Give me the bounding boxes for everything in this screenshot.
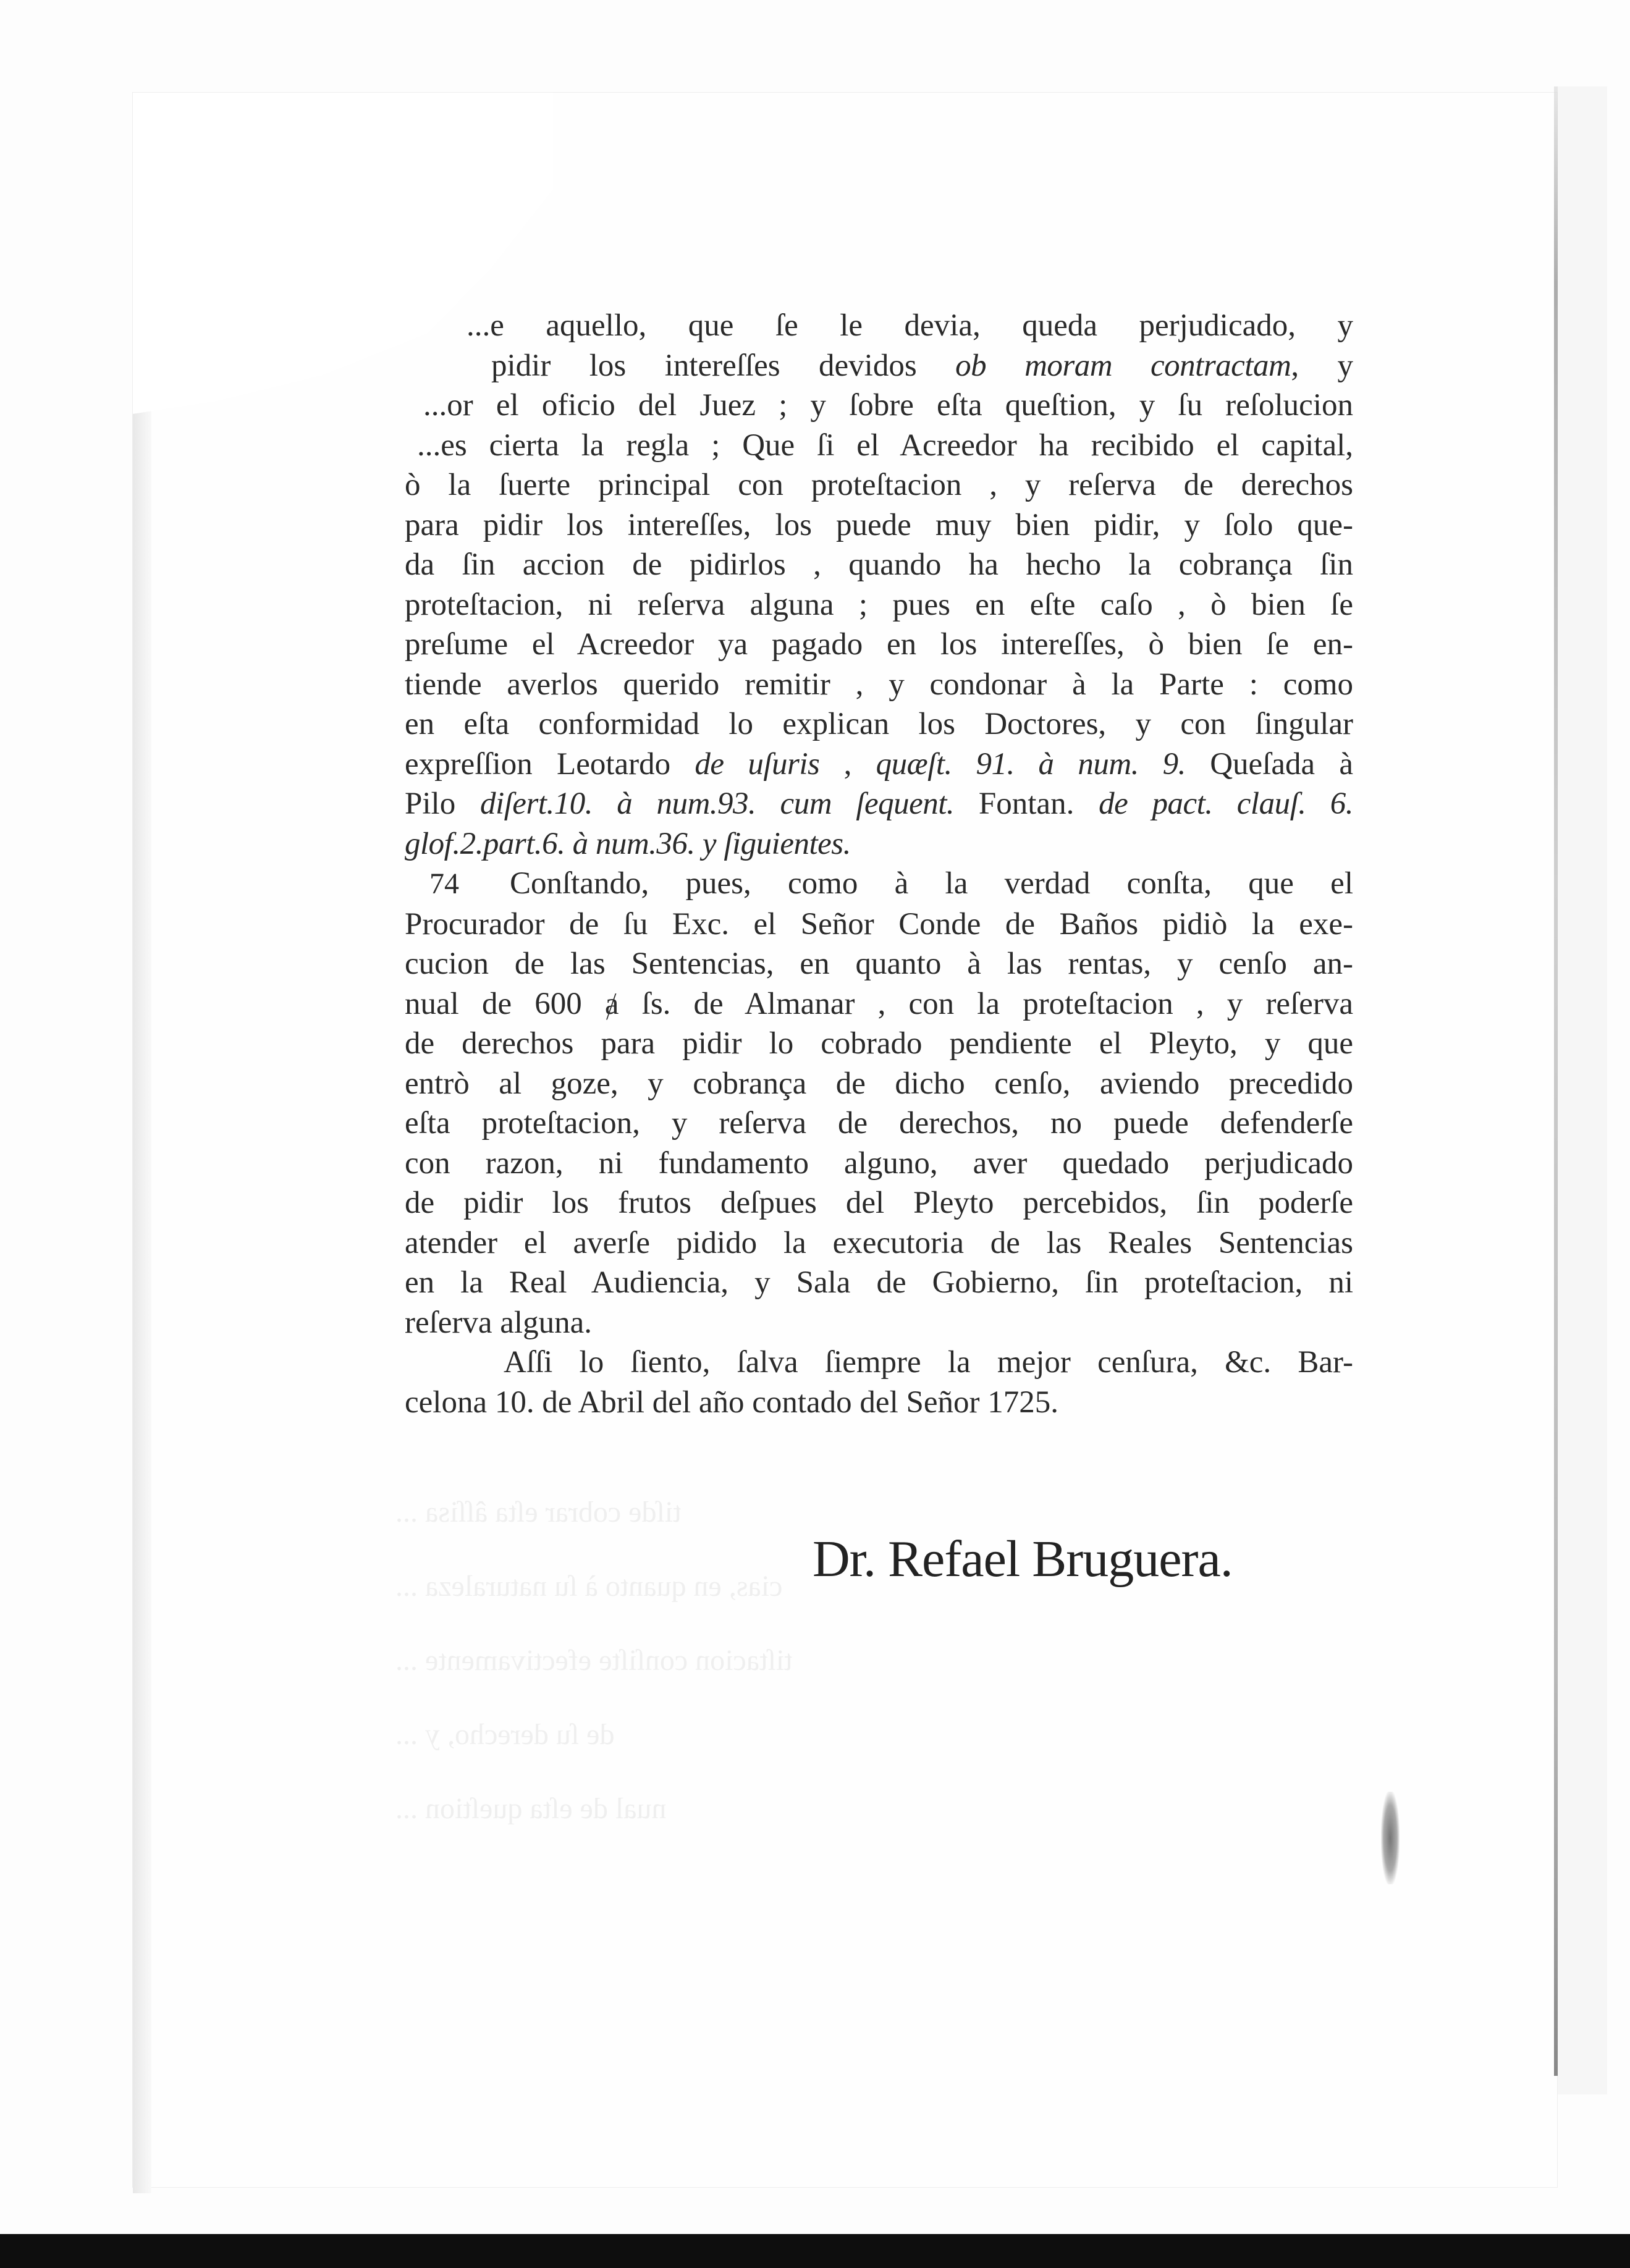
text-line: ...e aquello, que ſe le devia, queda perjudicado, y (467, 308, 1353, 343)
text-line: Procurador de ſu Exc. el Señor Conde de Baños pidiò la exe- (405, 906, 1353, 942)
closing-line: celona 10. de Abril del año contado del Señor 1725. (405, 1385, 1058, 1420)
text-line: en eſta conformidad lo explican los Doctores, y con ſingular (405, 707, 1353, 741)
page-left-shadow (133, 247, 151, 2193)
text-line: tiende averlos querido remitir , y condonar à la Parte : como (405, 667, 1353, 702)
body-text (405, 306, 1353, 1422)
show-through-text: tiſde cobrar eſta âſſisa ... (395, 1496, 682, 1528)
citation-italic: quæſt. 91. à num. 9. (876, 746, 1186, 782)
text-line: eſta proteſtacion, y reſerva de derechos, no puede defenderſe (405, 1106, 1353, 1140)
text-line: proteſtacion, ni reſerva alguna ; pues en eſte caſo , ò bien ſe (405, 587, 1353, 622)
signature: Dr. Refael Bruguera. (813, 1530, 1233, 1588)
text-line citation (405, 744, 1353, 785)
text-line citation (405, 784, 1353, 824)
text-line: nual de 600 ⱥ ſs. de Almanar , con la proteſtacion , y reſerva (405, 986, 1353, 1021)
citation-italic: de pact. clauſ. 6. (1099, 786, 1354, 821)
text-span: , y (1291, 348, 1353, 383)
text-span: Pilo (405, 786, 456, 821)
show-through-text: de ſu derecho, y ... (395, 1718, 615, 1751)
text-line: ...or el oficio del Juez ; y ſobre eſta queſtion, y ſu reſolucion (423, 388, 1353, 423)
text-line: con razon, ni fundamento alguno, aver quedado perjudicado (405, 1145, 1353, 1181)
text-line: da ſin accion de pidirlos , quando ha hecho la cobrança ſin (405, 547, 1353, 582)
text-line: para pidir los intereſſes, los puede muy bien pidir, y ſolo que- (405, 507, 1353, 542)
text-span: Fontan. (954, 786, 1099, 821)
closing-line: Aſſi lo ſiento, ſalva ſiempre la mejor cenſura, &c. Bar- (504, 1345, 1353, 1380)
show-through-text: tiſtacion conſiſte efectivamente ... (395, 1644, 793, 1677)
citation-italic: glof.2.part.6. à num.36. y ſiguientes. (405, 826, 851, 861)
text-line: de derechos para pidir lo cobrado pendiente el Pleyto, y que (405, 1026, 1353, 1061)
ink-stain (1381, 1792, 1400, 1884)
text-line: atender el averſe pidido la executoria de las Reales Sentencias (405, 1225, 1353, 1260)
text-line: preſume el Acreedor ya pagado en los intereſſes, ò bien ſe en- (405, 627, 1353, 662)
page-right-edge (1554, 86, 1558, 2076)
show-through-text: nual de eſta queſtion ... (395, 1792, 667, 1825)
scanner-edge-bar (0, 2234, 1630, 2268)
text-line: cucion de las Sentencias, en quanto à las rentas, y cenſo an- (405, 946, 1353, 981)
text-span: , (819, 746, 876, 782)
paragraph-number: 74 (429, 867, 459, 900)
text-line citation (405, 824, 1353, 864)
latin-phrase: ob moram contractam (955, 348, 1291, 383)
text-line: en la Real Audiencia, y Sala de Gobierno, ſin proteſtacion, ni (405, 1265, 1353, 1300)
text-line: ...es cierta la regla ; Que ſi el Acreedor ha recibido el capital, (417, 428, 1353, 463)
text-span: pidir los intereſſes devidos (491, 348, 917, 383)
text-span: Queſada à (1185, 746, 1354, 782)
text-span: expreſſion Leotardo (405, 746, 671, 782)
text-line: ò la ſuerte principal con proteſtacion , y reſerva de derechos (405, 468, 1353, 502)
text-line: de pidir los frutos deſpues del Pleyto percebidos, ſin poderſe (405, 1186, 1353, 1220)
text-line: reſerva alguna. (405, 1305, 592, 1340)
paragraph-74-first-line (405, 864, 1353, 904)
show-through-text: cias, en quanto à ſu naturaleza ... (395, 1570, 783, 1603)
citation-italic: de uſuris (695, 746, 820, 782)
text-line: entrò al goze, y cobrança de dicho cenſo, aviendo precedido (405, 1066, 1353, 1101)
text-line (405, 346, 1353, 386)
text-span: Conſtando, pues, como à la verdad conſta, que el (510, 866, 1353, 901)
page-right-margin-strip (1558, 86, 1607, 2094)
citation-italic: diſert.10. à num.93. cum ſequent. (479, 786, 955, 821)
